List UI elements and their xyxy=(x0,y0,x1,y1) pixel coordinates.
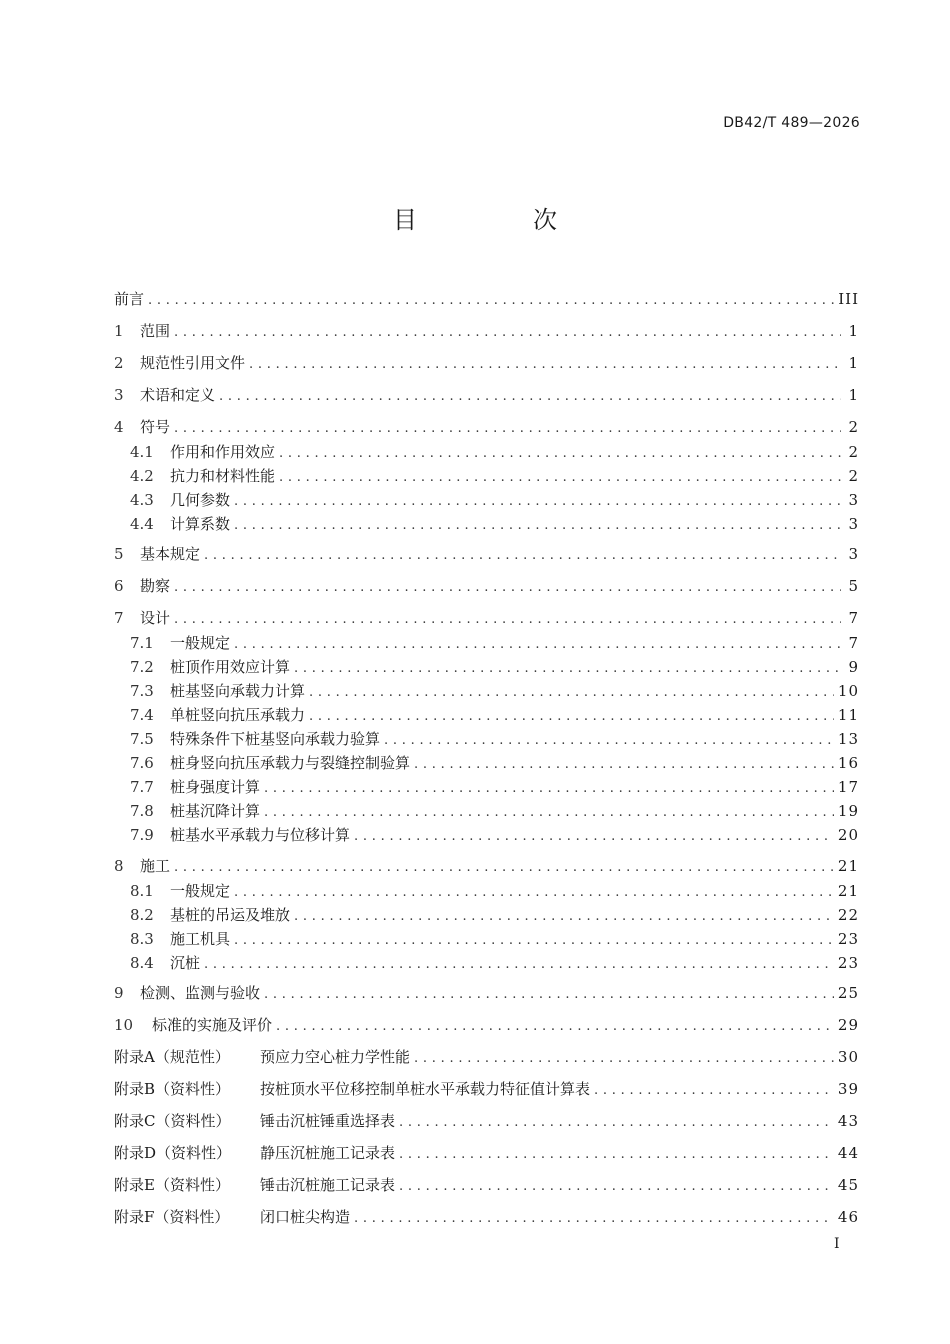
dot-leader xyxy=(204,545,841,567)
toc-entry-number: 6 xyxy=(114,577,124,595)
dot-leader xyxy=(204,954,834,976)
toc-entry[interactable] xyxy=(114,416,859,438)
toc-entry-page: 17 xyxy=(837,778,859,796)
toc-entry-number: 7.7 xyxy=(130,778,154,796)
toc-entry-number: 7.8 xyxy=(130,802,154,820)
toc-entry-page: III xyxy=(838,290,859,308)
toc-entry[interactable] xyxy=(114,607,859,629)
toc-entry-number: 4.2 xyxy=(130,467,154,485)
toc-entry-label: 桩身竖向抗压承载力与裂缝控制验算 xyxy=(170,754,411,772)
toc-entry-number: 4.1 xyxy=(130,443,154,461)
toc-entry-label: 作用和作用效应 xyxy=(170,443,276,461)
toc-entry-number: 2 xyxy=(114,354,124,372)
toc-entry-label: 几何参数 xyxy=(170,491,231,509)
toc-entry-label: 规范性引用文件 xyxy=(140,354,246,372)
toc-entry-label: 静压沉桩施工记录表 xyxy=(260,1144,396,1162)
toc-entry-label: 术语和定义 xyxy=(140,386,216,404)
appendix-prefix: 附录F（资料性） xyxy=(114,1208,230,1226)
toc-entry-number: 7.9 xyxy=(130,826,154,844)
dot-leader xyxy=(384,730,834,752)
toc-entry-page: 25 xyxy=(837,984,859,1002)
toc-entry[interactable] xyxy=(114,1014,859,1036)
dot-leader xyxy=(354,1208,834,1230)
toc-appendix-entry[interactable] xyxy=(114,1110,859,1132)
toc-entry-label: 单桩竖向抗压承载力 xyxy=(170,706,306,724)
toc-entry-page: 45 xyxy=(837,1176,859,1194)
dot-leader xyxy=(264,984,834,1006)
toc-entry-number: 9 xyxy=(114,984,124,1002)
dot-leader xyxy=(234,491,841,513)
page-title: 目 次 xyxy=(393,206,603,234)
dot-leader xyxy=(399,1176,834,1198)
dot-leader xyxy=(294,658,841,680)
toc-subentry[interactable] xyxy=(114,880,859,902)
toc-entry-page: 10 xyxy=(837,682,859,700)
toc-entry-label: 一般规定 xyxy=(170,882,231,900)
toc-entry[interactable] xyxy=(114,855,859,877)
toc-entry-page: 43 xyxy=(837,1112,859,1130)
toc-entry-number: 8.3 xyxy=(130,930,154,948)
toc-subentry[interactable] xyxy=(114,752,859,774)
toc-entry[interactable] xyxy=(114,320,859,342)
toc-entry-page: 9 xyxy=(848,658,859,676)
toc-entry-label: 标准的实施及评价 xyxy=(152,1016,273,1034)
toc-entry-page: 30 xyxy=(837,1048,859,1066)
toc-entry-page: 23 xyxy=(837,930,859,948)
toc-appendix-entry[interactable] xyxy=(114,1142,859,1164)
toc-entry-label: 桩基竖向承载力计算 xyxy=(170,682,306,700)
dot-leader xyxy=(399,1144,834,1166)
toc-subentry[interactable] xyxy=(114,728,859,750)
toc-entry-label: 闭口桩尖构造 xyxy=(260,1208,351,1226)
toc-entry-page: 3 xyxy=(848,545,859,563)
toc-entry-page: 2 xyxy=(848,443,859,461)
toc-entry-label: 预应力空心桩力学性能 xyxy=(260,1048,411,1066)
toc-entry-number: 8 xyxy=(114,857,124,875)
toc-subentry[interactable] xyxy=(114,632,859,654)
toc-entry-page: 21 xyxy=(837,882,859,900)
toc-entry-page: 16 xyxy=(837,754,859,772)
toc-entry-number: 4.4 xyxy=(130,515,154,533)
toc-subentry[interactable] xyxy=(114,800,859,822)
toc-appendix-entry[interactable] xyxy=(114,1174,859,1196)
toc-subentry[interactable] xyxy=(114,704,859,726)
dot-leader xyxy=(279,443,841,465)
toc-entry-label: 范围 xyxy=(140,322,171,340)
dot-leader xyxy=(148,290,834,312)
appendix-prefix: 附录A（规范性） xyxy=(114,1048,230,1066)
toc-entry-page: 1 xyxy=(848,354,859,372)
toc-entry-label: 基本规定 xyxy=(140,545,201,563)
toc-entry-number: 5 xyxy=(114,545,124,563)
dot-leader xyxy=(174,322,841,344)
toc-entry-label: 桩基沉降计算 xyxy=(170,802,261,820)
dot-leader xyxy=(264,778,834,800)
toc-subentry[interactable] xyxy=(114,680,859,702)
dot-leader xyxy=(309,706,834,728)
dot-leader xyxy=(276,1016,834,1038)
toc-entry-label: 抗力和材料性能 xyxy=(170,467,276,485)
dot-leader xyxy=(234,634,841,656)
toc-entry-label: 桩身强度计算 xyxy=(170,778,261,796)
toc-appendix-entry[interactable] xyxy=(114,1046,859,1068)
toc-subentry[interactable] xyxy=(114,656,859,678)
toc-entry-page: 29 xyxy=(837,1016,859,1034)
toc-entry-page: 7 xyxy=(848,634,859,652)
dot-leader xyxy=(174,857,834,879)
toc-entry-number: 3 xyxy=(114,386,124,404)
toc-entry-label: 特殊条件下桩基竖向承载力验算 xyxy=(170,730,381,748)
toc-entry-number: 7.3 xyxy=(130,682,154,700)
toc-entry-page: 2 xyxy=(848,418,859,436)
toc-entry-page: 7 xyxy=(848,609,859,627)
dot-leader xyxy=(594,1080,834,1102)
toc-entry-label: 前言 xyxy=(114,290,145,308)
toc-entry-page: 23 xyxy=(837,954,859,972)
toc-entry-number: 8.2 xyxy=(130,906,154,924)
toc-entry[interactable] xyxy=(114,543,859,565)
toc-entry-label: 设计 xyxy=(140,609,171,627)
toc-entry-page: 11 xyxy=(837,706,859,724)
toc-entry-page: 19 xyxy=(837,802,859,820)
toc-entry-label: 桩基水平承载力与位移计算 xyxy=(170,826,351,844)
toc-entry-page: 13 xyxy=(837,730,859,748)
toc-entry-page: 39 xyxy=(837,1080,859,1098)
toc-entry-number: 7 xyxy=(114,609,124,627)
dot-leader xyxy=(234,882,834,904)
toc-entry-number: 7.4 xyxy=(130,706,154,724)
toc-entry-number: 1 xyxy=(114,322,124,340)
dot-leader xyxy=(219,386,841,408)
dot-leader xyxy=(234,930,834,952)
toc-subentry[interactable] xyxy=(114,441,859,463)
toc-subentry[interactable] xyxy=(114,465,859,487)
toc-entry-label: 施工 xyxy=(140,857,171,875)
dot-leader xyxy=(264,802,834,824)
toc-entry-label: 锤击沉桩施工记录表 xyxy=(260,1176,396,1194)
toc-entry-page: 46 xyxy=(837,1208,859,1226)
dot-leader xyxy=(249,354,841,376)
toc-entry-number: 10 xyxy=(114,1016,134,1034)
toc-entry-number: 7.2 xyxy=(130,658,154,676)
toc-subentry[interactable] xyxy=(114,952,859,974)
toc-entry-label: 施工机具 xyxy=(170,930,231,948)
toc-entry-page: 22 xyxy=(837,906,859,924)
toc-entry-page: 2 xyxy=(848,467,859,485)
toc-entry-number: 7.6 xyxy=(130,754,154,772)
toc-entry-number: 4 xyxy=(114,418,124,436)
toc-entry-page: 20 xyxy=(837,826,859,844)
dot-leader xyxy=(414,1048,834,1070)
appendix-prefix: 附录B（资料性） xyxy=(114,1080,231,1098)
toc-subentry[interactable] xyxy=(114,904,859,926)
toc-subentry[interactable] xyxy=(114,824,859,846)
toc-entry[interactable] xyxy=(114,352,859,374)
toc-entry-page: 44 xyxy=(837,1144,859,1162)
toc-entry[interactable] xyxy=(114,384,859,406)
toc-entry-page: 3 xyxy=(848,515,859,533)
dot-leader xyxy=(234,515,841,537)
dot-leader xyxy=(174,577,841,599)
toc-entry-number: 7.1 xyxy=(130,634,154,652)
toc-entry-number: 8.4 xyxy=(130,954,154,972)
toc-entry-page: 21 xyxy=(837,857,859,875)
toc-entry-label: 沉桩 xyxy=(170,954,201,972)
appendix-prefix: 附录D（资料性） xyxy=(114,1144,232,1162)
toc-entry-number: 7.5 xyxy=(130,730,154,748)
toc-entry-label: 按桩顶水平位移控制单桩水平承载力特征值计算表 xyxy=(260,1080,591,1098)
toc-entry-label: 桩顶作用效应计算 xyxy=(170,658,291,676)
dot-leader xyxy=(399,1112,834,1134)
toc-entry-label: 基桩的吊运及堆放 xyxy=(170,906,291,924)
toc-subentry[interactable] xyxy=(114,776,859,798)
toc-entry[interactable] xyxy=(114,575,859,597)
toc-entry-label: 检测、监测与验收 xyxy=(140,984,261,1002)
toc-subentry[interactable] xyxy=(114,513,859,535)
appendix-prefix: 附录E（资料性） xyxy=(114,1176,230,1194)
toc-appendix-entry[interactable] xyxy=(114,1206,859,1228)
dot-leader xyxy=(279,467,841,489)
toc-entry-page: 3 xyxy=(848,491,859,509)
dot-leader xyxy=(174,609,841,631)
dot-leader xyxy=(174,418,841,440)
toc-entry-label: 符号 xyxy=(140,418,171,436)
dot-leader xyxy=(309,682,834,704)
dot-leader xyxy=(414,754,834,776)
toc-entry-foreword[interactable] xyxy=(114,288,859,310)
dot-leader xyxy=(294,906,834,928)
toc-entry-number: 8.1 xyxy=(130,882,154,900)
toc-entry-label: 锤击沉桩锤重选择表 xyxy=(260,1112,396,1130)
toc-entry-label: 勘察 xyxy=(140,577,171,595)
appendix-prefix: 附录C（资料性） xyxy=(114,1112,231,1130)
dot-leader xyxy=(354,826,834,848)
toc-appendix-entry[interactable] xyxy=(114,1078,859,1100)
toc-entry-label: 计算系数 xyxy=(170,515,231,533)
document-code: DB42/T 489—2026 xyxy=(723,115,860,131)
toc-entry-number: 4.3 xyxy=(130,491,154,509)
toc-entry-page: 1 xyxy=(848,322,859,340)
toc-entry-page: 1 xyxy=(848,386,859,404)
toc-entry-page: 5 xyxy=(848,577,859,595)
toc-subentry[interactable] xyxy=(114,928,859,950)
page-number: I xyxy=(834,1236,840,1252)
toc-entry[interactable] xyxy=(114,982,859,1004)
toc-entry-label: 一般规定 xyxy=(170,634,231,652)
toc-subentry[interactable] xyxy=(114,489,859,511)
